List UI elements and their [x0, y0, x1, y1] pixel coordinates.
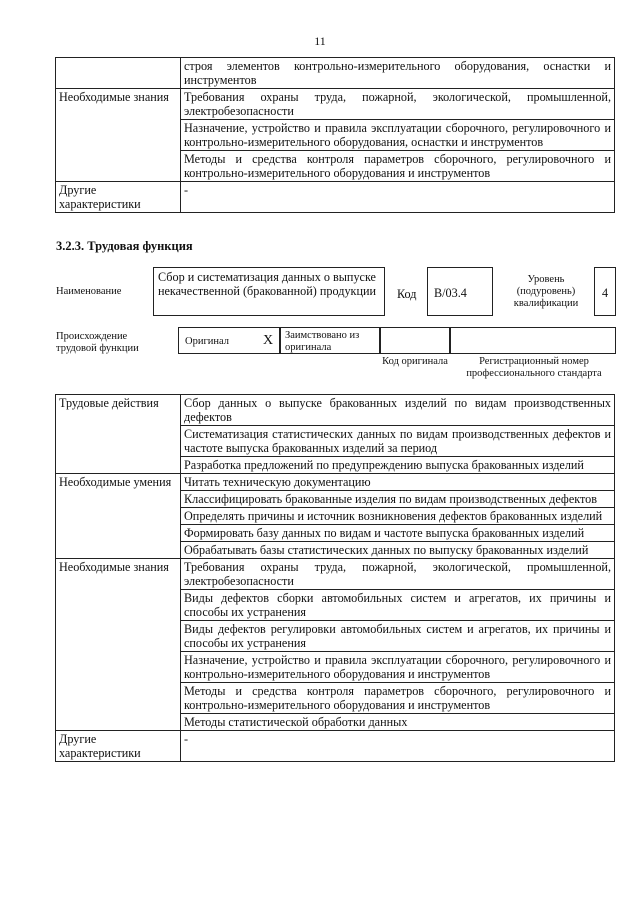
original-label: Оригинал: [185, 336, 229, 347]
code-label: Код: [397, 287, 417, 301]
table-row: [56, 559, 615, 590]
row-category: Трудовые действия: [56, 395, 181, 474]
borrowed-label: Заимствовано из оригинала: [285, 330, 360, 353]
row-item: Требования охраны труда, пожарной, экологической, промышленной, электробезопасности: [181, 89, 615, 120]
row-item: Сбор данных о выпуске бракованных изделий по видам производственных дефектов: [181, 395, 615, 426]
code-original-box: [380, 327, 450, 354]
origin-label: Происхождение трудовой функции: [56, 331, 139, 354]
table-row: [56, 395, 615, 426]
table-row: [56, 89, 615, 120]
row-item: Методы статистической обработки данных: [181, 714, 615, 731]
name-label: Наименование: [56, 286, 122, 297]
row-item: Разработка предложений по предупреждению выпуска бракованных изделий: [181, 457, 615, 474]
original-mark: X: [263, 333, 274, 348]
row-item: -: [181, 182, 615, 213]
competency-table-main: [55, 394, 615, 762]
level-value: 4: [601, 286, 609, 300]
row-category: Необходимые знания: [56, 559, 181, 731]
row-item: Назначение, устройство и правила эксплуатации сборочного, регулировочного и контрольно-измерительного оборудования и инструментов: [181, 652, 615, 683]
table-row: [56, 182, 615, 213]
code-original-label: Код оригинала: [382, 356, 448, 367]
competency-table-top: [55, 57, 615, 213]
row-item: Виды дефектов сборки автомобильных систем и агрегатов, их причины и способы их устранения: [181, 590, 615, 621]
reg-number-label: Регистрационный номер профессионального стандарта: [466, 356, 602, 379]
row-item: Формировать базу данных по видам и частоте выпуска бракованных изделий: [181, 525, 615, 542]
row-category: Другие характеристики: [56, 182, 181, 213]
row-item: Методы и средства контроля параметров сборочного, регулировочного и контрольно-измерительного оборудования и инструментов: [181, 151, 615, 182]
table-row: [56, 474, 615, 491]
table-row: [56, 731, 615, 762]
original-box: [178, 327, 280, 354]
reg-number-box: [450, 327, 616, 354]
row-category: [56, 58, 181, 89]
row-category: Необходимые знания: [56, 89, 181, 182]
row-item: Назначение, устройство и правила эксплуатации сборочного, регулировочного и контрольно-измерительного оборудования, оснастки и инструментов: [181, 120, 615, 151]
row-item: Читать техническую документацию: [181, 474, 615, 491]
level-label: Уровень (подуровень) квалификации: [513, 274, 579, 309]
row-category: Необходимые умения: [56, 474, 181, 559]
function-name-value: Сбор и систематизация данных о выпуске некачественной (бракованной) продукции: [158, 270, 377, 298]
code-value: B/03.4: [434, 286, 467, 300]
row-item: Классифицировать бракованные изделия по видам производственных дефектов: [181, 491, 615, 508]
row-item: Методы и средства контроля параметров сборочного, регулировочного и контрольно-измерительного оборудования и инструментов: [181, 683, 615, 714]
function-name-box: [153, 267, 385, 316]
row-item: Виды дефектов регулировки автомобильных систем и агрегатов, их причины и способы их устранения: [181, 621, 615, 652]
level-box: [594, 267, 616, 316]
code-box: [427, 267, 493, 316]
page-number: 11: [314, 34, 326, 48]
row-item: строя элементов контрольно-измерительного оборудования, оснастки и инструментов: [181, 58, 615, 89]
borrowed-box: [280, 327, 380, 354]
row-item: -: [181, 731, 615, 762]
row-item: Обрабатывать базы статистических данных по выпуску бракованных изделий: [181, 542, 615, 559]
row-item: Систематизация статистических данных по видам производственных дефектов и частоте выпуска бракованных изделий за период: [181, 426, 615, 457]
table-row: [56, 58, 615, 89]
row-item: Требования охраны труда, пожарной, экологической, промышленной, электробезопасности: [181, 559, 615, 590]
row-category: Другие характеристики: [56, 731, 181, 762]
section-heading: 3.2.3. Трудовая функция: [56, 239, 193, 253]
row-item: Определять причины и источник возникновения дефектов бракованных изделий: [181, 508, 615, 525]
